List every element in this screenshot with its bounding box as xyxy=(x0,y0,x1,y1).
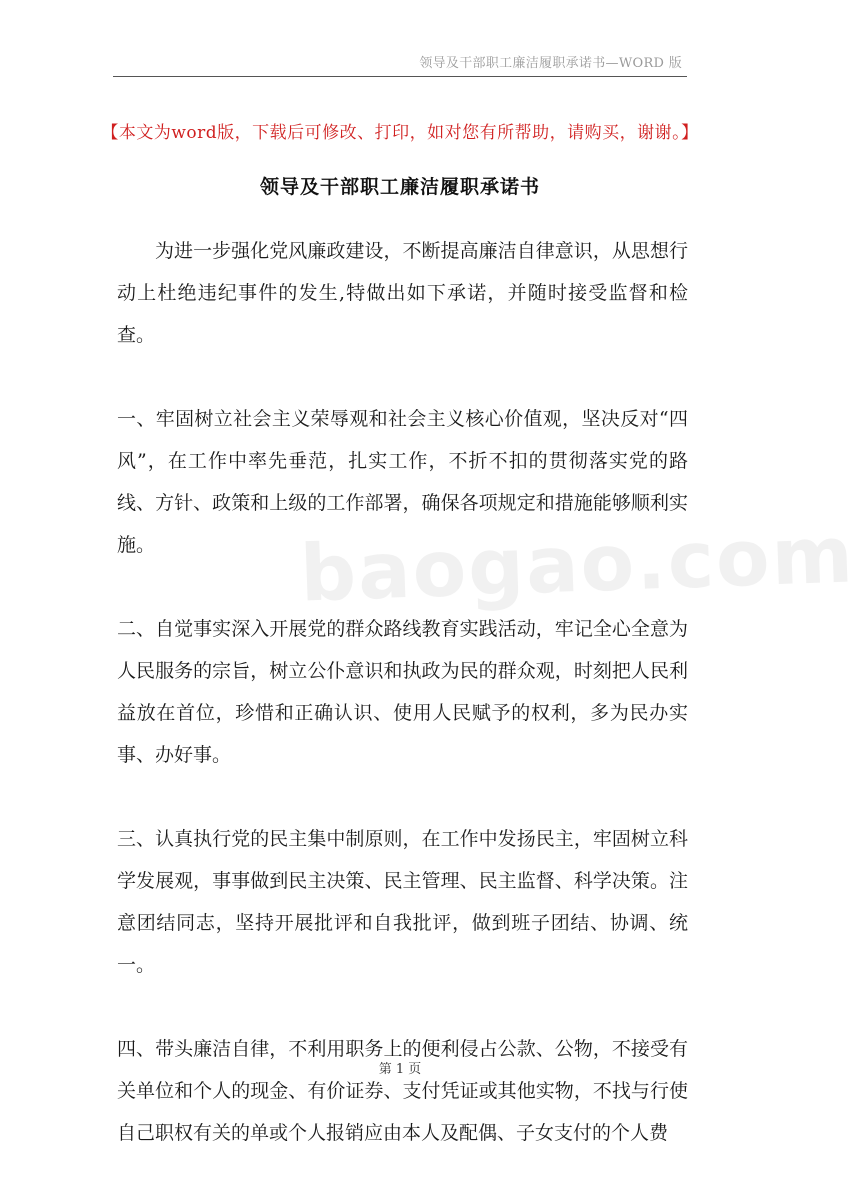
document-title: 领导及干部职工廉洁履职承诺书 xyxy=(259,176,540,198)
commitment-paragraph-1: 一、牢固树立社会主义荣辱观和社会主义核心价值观，坚决反对“四风”，在工作中率先垂范，扎实工作，不折不扣的贯彻落实党的路线、方针、政策和上级的工作部署，确保各项规定和措施能够顺利实施。 xyxy=(117,408,688,556)
page-number: 第 1 页 xyxy=(378,1062,422,1077)
running-header: 领导及干部职工廉洁履职承诺书—WORD 版 xyxy=(419,56,682,71)
intro-paragraph: 为进一步强化党风廉政建设，不断提高廉洁自律意识，从思想行动上杜绝违纪事件的发生,特做出如下承诺，并随时接受监督和检查。 xyxy=(117,240,688,346)
commitment-paragraph-4: 四、带头廉洁自律，不利用职务上的便利侵占公款、公物，不接受有关单位和个人的现金、有价证券、支付凭证或其他实物，不找与行使自己职权有关的单或个人报销应由本人及配偶、子女支付的个人费 xyxy=(117,1038,688,1144)
document-body xyxy=(117,230,688,1196)
header-rule xyxy=(113,76,687,77)
commitment-paragraph-3: 三、认真执行党的民主集中制原则，在工作中发扬民主，牢固树立科学发展观，事事做到民主决策、民主管理、民主监督、科学决策。注意团结同志，坚持开展批评和自我批评，做到班子团结、协调、统一。 xyxy=(117,828,688,976)
download-notice: 【本文为word版，下载后可修改、打印，如对您有所帮助，请购买，谢谢。】 xyxy=(101,123,699,143)
watermark: baogao.com xyxy=(298,510,856,620)
commitment-paragraph-2: 二、自觉事实深入开展党的群众路线教育实践活动，牢记全心全意为人民服务的宗旨，树立公仆意识和执政为民的群众观，时刻把人民利益放在首位，珍惜和正确认识、使用人民赋予的权利，多为民办实事、办好事。 xyxy=(117,618,688,766)
